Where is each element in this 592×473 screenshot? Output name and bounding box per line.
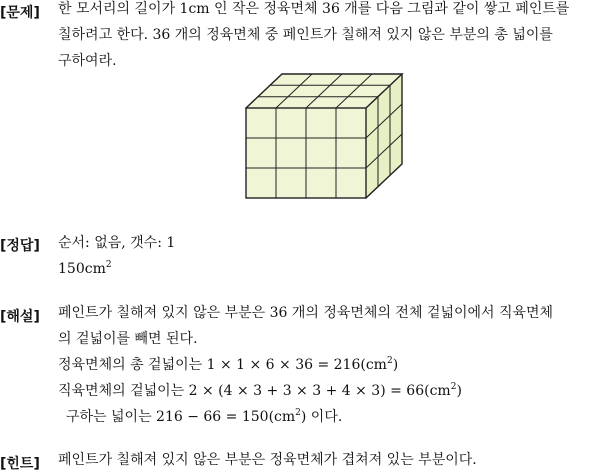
problem-line-3: 구하여라. xyxy=(58,53,117,69)
explanation-line-5-close: ) 이다. xyxy=(300,409,343,425)
hint-text xyxy=(58,447,588,473)
explanation-line-3-close: ) xyxy=(392,357,399,373)
problem-line-1: 한 모서리의 길이가 1cm 인 작은 정육면체 36 개를 다음 그림과 같이 쌓고 페인트를 xyxy=(58,1,570,17)
explanation-line-3-text: 정육면체의 총 겉넓이는 1 × 1 × 6 × 36 = 216(cm xyxy=(58,357,387,373)
explanation-line-5 xyxy=(58,404,588,430)
answer-line-1: 순서: 없음, 갯수: 1 xyxy=(58,235,176,251)
explanation-line-5-text: 구하는 넓이는 216 − 66 = 150(cm xyxy=(66,409,296,425)
problem-line-2: 칠하려고 한다. 36 개의 정육면체 중 페인트가 칠해져 있지 않은 부분의 총 넓이를 xyxy=(58,27,553,43)
explanation-line-4 xyxy=(58,378,588,404)
explanation-line-3-exponent: 2 xyxy=(386,356,393,366)
explanation-text xyxy=(58,300,588,430)
stacked-cubes-figure xyxy=(245,72,407,202)
problem-tag: [문제] xyxy=(0,5,40,21)
answer-text xyxy=(58,230,588,282)
explanation-line-4-close: ) xyxy=(456,383,462,399)
explanation-line-4-exponent: 2 xyxy=(450,382,457,392)
explanation-line-1: 페인트가 칠해져 있지 않은 부분은 36 개의 정육면체의 전체 겉넓이에서 직육면체 xyxy=(58,305,554,321)
answer-value: 150cm xyxy=(58,261,106,277)
answer-unit-exponent: 2 xyxy=(105,260,112,270)
hint-line-1: 페인트가 칠해져 있지 않은 부분은 정육면체가 겹쳐져 있는 부분이다. xyxy=(58,452,477,468)
explanation-line-2: 의 겉넓이를 빼면 된다. xyxy=(58,331,198,347)
answer-line-2 xyxy=(58,256,588,282)
answer-tag: [정답] xyxy=(0,238,40,254)
explanation-line-4-text: 직육면체의 겉넓이는 2 × (4 × 3 + 3 × 3 + 4 × 3) = 66(cm xyxy=(58,383,451,399)
problem-text xyxy=(58,0,588,74)
explanation-tag: [해설] xyxy=(0,309,40,325)
hint-tag: [힌트] xyxy=(0,456,40,472)
explanation-line-3 xyxy=(58,352,588,378)
explanation-line-5-exponent: 2 xyxy=(295,408,301,418)
